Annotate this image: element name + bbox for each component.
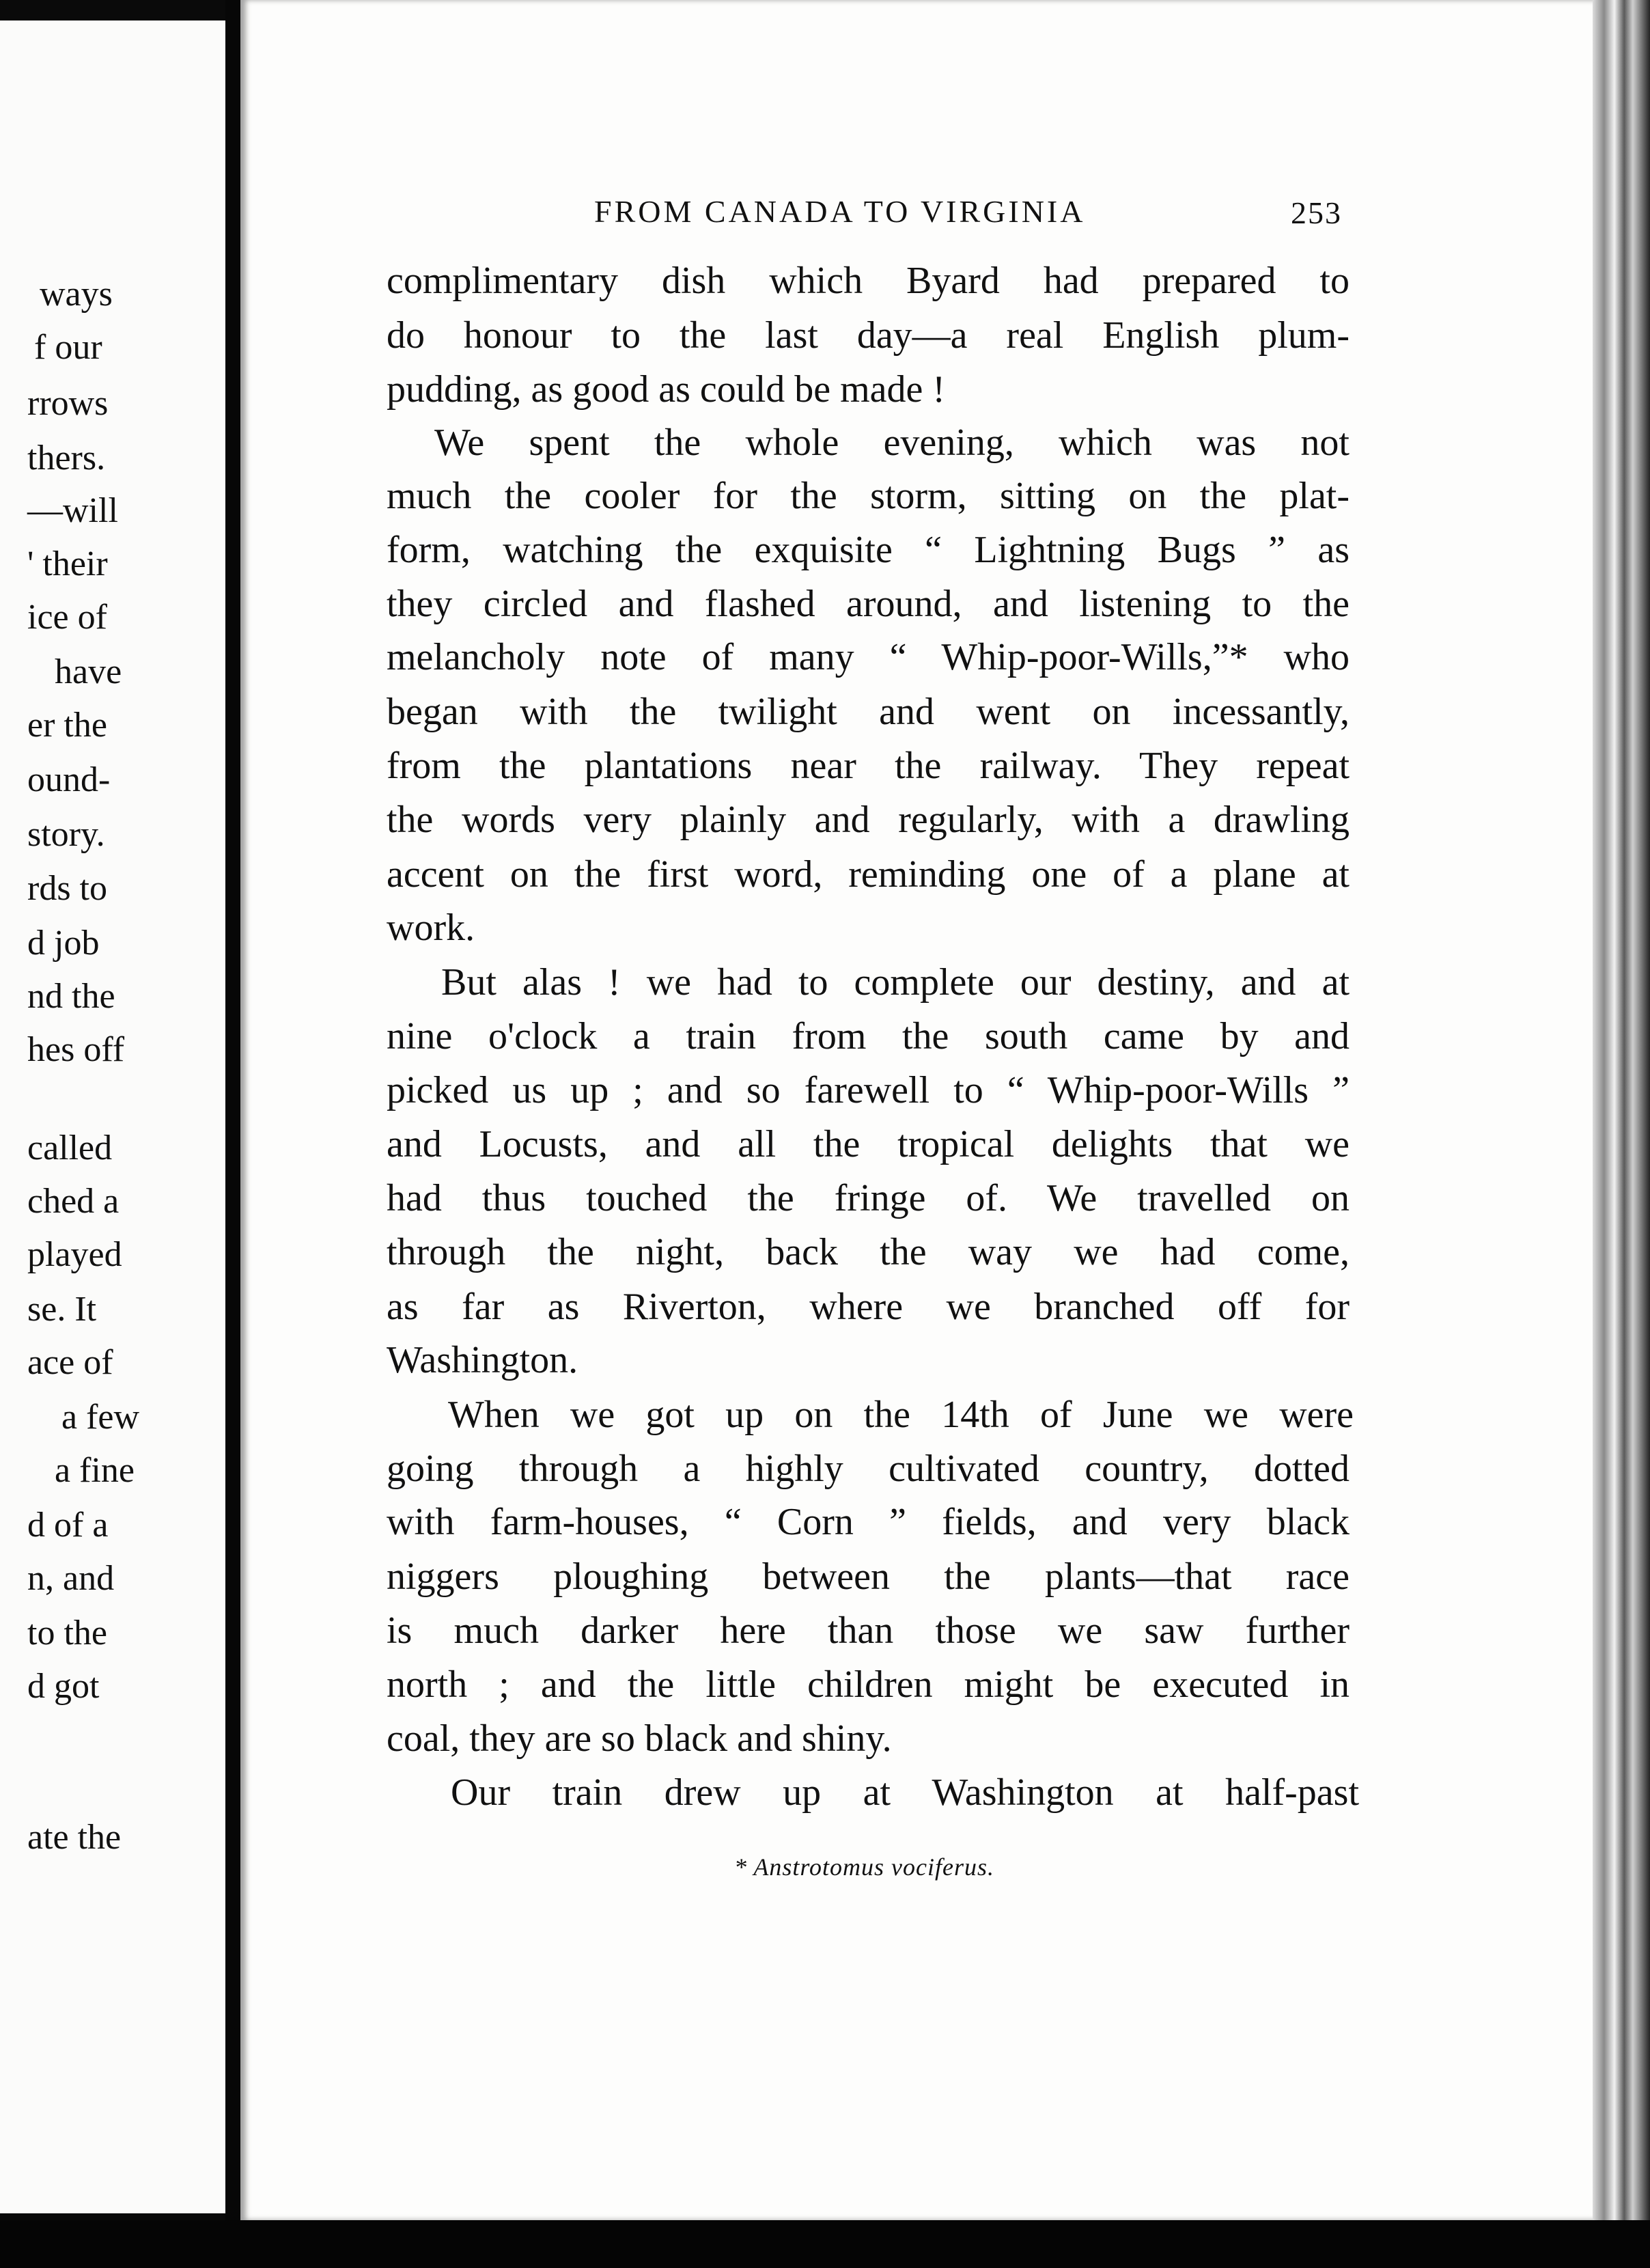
text-line: Washington. bbox=[387, 1339, 578, 1381]
left-fragment: a fine bbox=[55, 1451, 135, 1490]
text-line: much the cooler for the storm, sitting on the plat- bbox=[387, 475, 1350, 517]
left-fragment: n, and bbox=[27, 1559, 115, 1598]
text-line: they circled and flashed around, and listening to the bbox=[387, 583, 1350, 625]
left-fragment: ched a bbox=[27, 1182, 120, 1221]
text-line: But alas ! we had to complete our destiny, and at bbox=[441, 961, 1350, 1004]
text-line: the words very plainly and regularly, with a drawling bbox=[387, 799, 1350, 841]
text-line: accent on the first word, reminding one of a plane at bbox=[387, 853, 1350, 896]
text-line: work. bbox=[387, 907, 475, 949]
text-line: going through a highly cultivated country, dotted bbox=[387, 1448, 1350, 1490]
left-fragment: hes off bbox=[27, 1030, 125, 1069]
left-fragment: ate the bbox=[27, 1818, 122, 1857]
text-line: We spent the whole evening, which was not bbox=[434, 421, 1350, 464]
text-line: do honour to the last day—a real English plum- bbox=[387, 314, 1350, 357]
left-fragment: rds to bbox=[27, 869, 107, 908]
running-header: FROM CANADA TO VIRGINIA bbox=[594, 194, 1086, 229]
text-line: is much darker here than those we saw further bbox=[387, 1609, 1350, 1652]
left-fragment: —will bbox=[27, 491, 118, 530]
left-fragment: ways bbox=[40, 275, 113, 314]
text-line: When we got up on the 14th of June we were bbox=[448, 1394, 1354, 1436]
text-line: from the plantations near the railway. They repeat bbox=[387, 745, 1350, 787]
left-fragment: nd the bbox=[27, 977, 115, 1016]
left-fragment: se. It bbox=[27, 1290, 97, 1329]
left-fragment: played bbox=[27, 1235, 122, 1274]
left-fragment: thers. bbox=[27, 439, 106, 478]
left-fragment: d got bbox=[27, 1667, 100, 1706]
text-line: with farm-houses, “ Corn ” fields, and very black bbox=[387, 1501, 1350, 1543]
left-fragment: have bbox=[55, 652, 122, 691]
book-gutter bbox=[225, 0, 240, 2268]
left-fragment: ace of bbox=[27, 1343, 113, 1382]
text-line: coal, they are so black and shiny. bbox=[387, 1717, 892, 1760]
left-page bbox=[0, 20, 225, 2213]
text-line: Our train drew up at Washington at half-past bbox=[451, 1771, 1359, 1814]
left-fragment: er the bbox=[27, 706, 107, 745]
left-fragment: ice of bbox=[27, 598, 107, 637]
footnote: * Anstrotomus vociferus. bbox=[734, 1853, 994, 1881]
left-fragment: f our bbox=[34, 328, 102, 367]
left-fragment: d job bbox=[27, 924, 100, 963]
text-line: nine o'clock a train from the south came by and bbox=[387, 1015, 1350, 1057]
left-fragment: rrows bbox=[27, 384, 109, 423]
text-line: melancholy note of many “ Whip-poor-Wills,”* who bbox=[387, 636, 1350, 678]
left-fragment: to the bbox=[27, 1614, 107, 1652]
left-fragment: a few bbox=[61, 1398, 140, 1437]
text-line: north ; and the little children might be executed in bbox=[387, 1663, 1350, 1706]
text-line: had thus touched the fringe of. We travelled on bbox=[387, 1177, 1350, 1219]
text-line: niggers ploughing between the plants—that race bbox=[387, 1555, 1350, 1598]
text-line: form, watching the exquisite “ Lightning Bugs ” as bbox=[387, 529, 1350, 571]
text-line: and Locusts, and all the tropical delights that we bbox=[387, 1123, 1350, 1165]
left-fragment: d of a bbox=[27, 1506, 109, 1545]
text-line: as far as Riverton, where we branched off for bbox=[387, 1286, 1350, 1328]
scan-border bbox=[0, 2220, 1650, 2268]
left-fragment: ' their bbox=[27, 544, 108, 583]
left-fragment: story. bbox=[27, 815, 105, 854]
page-number: 253 bbox=[1291, 195, 1342, 230]
text-line: through the night, back the way we had come, bbox=[387, 1231, 1350, 1273]
text-line: complimentary dish which Byard had prepared to bbox=[387, 260, 1350, 302]
left-fragment: called bbox=[27, 1129, 113, 1167]
left-fragment: ound- bbox=[27, 760, 111, 799]
page-edge bbox=[1593, 0, 1650, 2268]
text-line: pudding, as good as could be made ! bbox=[387, 368, 946, 411]
text-line: began with the twilight and went on incessantly, bbox=[387, 691, 1350, 733]
text-line: picked us up ; and so farewell to “ Whip-poor-Wills ” bbox=[387, 1069, 1350, 1111]
